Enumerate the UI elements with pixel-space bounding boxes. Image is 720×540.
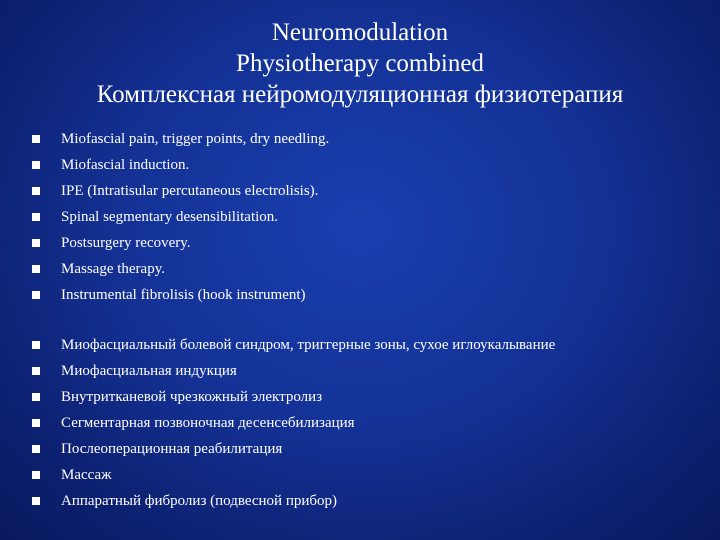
list-item xyxy=(31,178,691,204)
russian-bullet-list xyxy=(31,332,691,514)
list-item-text: IPE (Intratisular percutaneous electrolisis). xyxy=(61,183,319,199)
list-item xyxy=(31,488,691,514)
title-line-3: Комплексная нейромодуляционная физиотерапия xyxy=(96,81,624,108)
list-item-text: Сегментарная позвоночная десенсебилизация xyxy=(61,415,355,431)
title-line-1: Neuromodulation xyxy=(271,19,449,46)
list-item-text: Instrumental fibrolisis (hook instrument) xyxy=(61,287,306,303)
square-bullet-icon xyxy=(32,445,40,453)
square-bullet-icon xyxy=(32,213,40,221)
list-item xyxy=(31,436,691,462)
list-item-text: Массаж xyxy=(61,467,112,483)
list-item xyxy=(31,152,691,178)
square-bullet-icon xyxy=(32,341,40,349)
list-item xyxy=(31,384,691,410)
title-line-2: Physiotherapy combined xyxy=(236,50,484,77)
list-item xyxy=(31,126,691,152)
list-item-text: Внутритканевой чрезкожный электролиз xyxy=(61,389,323,405)
list-item-text: Аппаратный фибролиз (подвесной прибор) xyxy=(61,493,338,509)
square-bullet-icon xyxy=(32,239,40,247)
list-item-text: Miofascial pain, trigger points, dry needling. xyxy=(61,131,330,147)
list-item-text: Послеоперационная реабилитация xyxy=(61,441,283,457)
list-item xyxy=(31,410,691,436)
square-bullet-icon xyxy=(32,419,40,427)
list-item xyxy=(31,230,691,256)
list-item-text: Миофасциальная индукция xyxy=(61,363,237,379)
list-item xyxy=(31,256,691,282)
square-bullet-icon xyxy=(32,187,40,195)
english-bullet-list xyxy=(31,126,691,308)
list-item xyxy=(31,282,691,308)
list-item-text: Миофасциальный болевой синдром, триггерные зоны, сухое иглоукалывание xyxy=(61,337,556,353)
square-bullet-icon xyxy=(32,393,40,401)
square-bullet-icon xyxy=(32,497,40,505)
slide-title xyxy=(0,17,720,110)
square-bullet-icon xyxy=(32,471,40,479)
list-item-text: Postsurgery recovery. xyxy=(61,235,191,251)
list-item xyxy=(31,204,691,230)
square-bullet-icon xyxy=(32,367,40,375)
list-item-text: Miofascial induction. xyxy=(61,157,190,173)
list-item xyxy=(31,332,691,358)
square-bullet-icon xyxy=(32,161,40,169)
list-item xyxy=(31,358,691,384)
list-item-text: Massage therapy. xyxy=(61,261,165,277)
square-bullet-icon xyxy=(32,291,40,299)
list-item xyxy=(31,462,691,488)
square-bullet-icon xyxy=(32,135,40,143)
square-bullet-icon xyxy=(32,265,40,273)
list-item-text: Spinal segmentary desensibilitation. xyxy=(61,209,279,225)
